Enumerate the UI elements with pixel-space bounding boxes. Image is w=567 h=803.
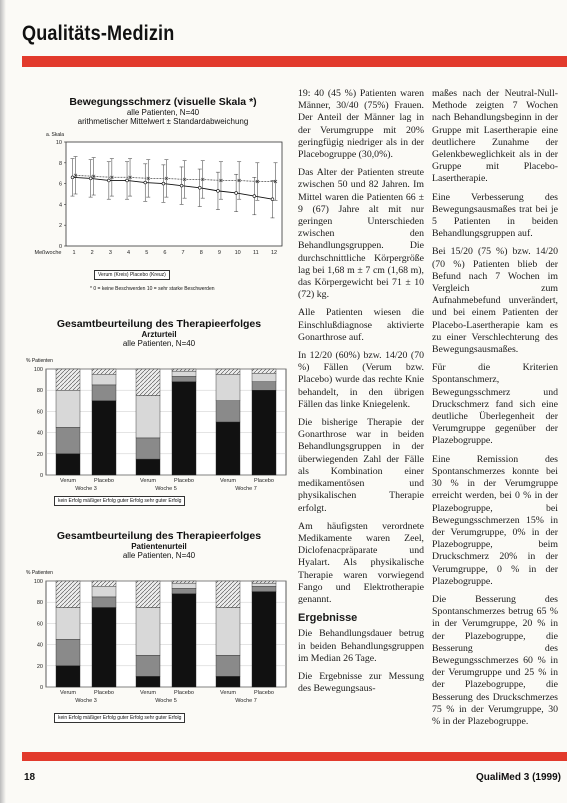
y-tick-label: 100 xyxy=(33,579,43,585)
bar-segment-mäßiger-erfolg xyxy=(172,588,196,593)
text-column-1 xyxy=(298,88,424,750)
page-footer xyxy=(0,772,567,792)
figure3-legend: kein Erfolg mäßiger Erfolg guter Erfolg sehr guter Erfolg xyxy=(54,713,185,723)
y-tick-label: 10 xyxy=(55,140,62,146)
bar-segment-sehr-guter-erfolg xyxy=(252,581,276,583)
bar-segment-kein-erfolg xyxy=(252,592,276,687)
bar-segment-mäßiger-erfolg xyxy=(136,655,160,676)
text-column-2 xyxy=(432,88,558,750)
y-tick-label: 20 xyxy=(36,451,43,458)
col2-paragraph: Eine Remission des Spontanschmerzes konnte bei 30 % in der Verumgruppe erreicht werden, bei 0 % in der Plazebogruppe, bei Bewegungsschmerzen 15% in der Verumgruppe, 0% in der Plazebogruppe, beim Druckschmerz 20% in der Verumgruppe, 0 % in der Plazebogruppe. xyxy=(432,453,558,587)
y-tick-label: 40 xyxy=(36,430,43,437)
bar-segment-kein-erfolg xyxy=(252,390,276,475)
y-tick-label: 0 xyxy=(58,244,62,250)
bar-segment-sehr-guter-erfolg xyxy=(92,581,116,586)
y-tick-label: 80 xyxy=(36,600,43,607)
page-number: 18 xyxy=(24,772,36,783)
figure-patientenurteil xyxy=(24,530,294,730)
data-point xyxy=(198,186,201,189)
y-tick-label: 20 xyxy=(36,663,43,670)
bar-segment-sehr-guter-erfolg xyxy=(136,581,160,608)
group-label: Woche 5 xyxy=(155,698,177,704)
bar-segment-kein-erfolg xyxy=(216,676,240,687)
bar-segment-guter-erfolg xyxy=(92,586,116,597)
bar-segment-kein-erfolg xyxy=(56,454,80,475)
x-tick-label: 12 xyxy=(270,250,278,256)
journal-citation: QualiMed 3 (1999) xyxy=(475,772,561,783)
data-point xyxy=(89,177,92,180)
bar-segment-guter-erfolg xyxy=(252,373,276,381)
bar-segment-guter-erfolg xyxy=(252,583,276,586)
col2-paragraph: Für die Kriterien Spontanschmerz, Bewegungsschmerz und Druckschmerz fand sich eine deutliche Überlegenheit der Verumgruppe gegenüber der Plazebogruppe. xyxy=(432,362,558,447)
bar-segment-sehr-guter-erfolg xyxy=(216,581,240,608)
bar-segment-sehr-guter-erfolg xyxy=(216,369,240,374)
header-red-bar xyxy=(22,56,567,67)
x-tick-label: 10 xyxy=(234,250,241,256)
bar-label: Verum xyxy=(60,690,76,696)
bar-label: Placebo xyxy=(94,478,114,484)
y-tick-label: 2 xyxy=(58,223,62,230)
x-tick-label: 11 xyxy=(252,250,259,256)
x-tick-label: 3 xyxy=(108,250,112,256)
y-tick-label: 100 xyxy=(33,367,43,373)
bar-segment-kein-erfolg xyxy=(136,676,160,687)
group-label: Woche 5 xyxy=(155,486,177,492)
figure3-subtitle2: alle Patienten, N=40 xyxy=(122,551,196,560)
figure2-plot xyxy=(24,363,294,503)
bar-segment-mäßiger-erfolg xyxy=(92,597,116,608)
figure2-title: Gesamtbeurteilung des Therapieerfolges xyxy=(56,318,262,330)
col2-paragraph: Bei 15/20 (75 %) bzw. 14/20 (70 %) Patienten blieb der Befund nach 7 Wochen im Vergleich zum Aufnahmebefund unverändert, und bei einem Patienten der Placebo-Lasertherapie kam es zu einer Verschlechterung des Bewegungsausmaßes. xyxy=(432,246,558,356)
data-point xyxy=(235,192,238,195)
bar-label: Placebo xyxy=(254,478,274,484)
figure1-subtitle2: arithmetischer Mittelwert ± Standardabweichung xyxy=(77,117,249,126)
bar-segment-guter-erfolg xyxy=(136,608,160,656)
x-tick-label: 2 xyxy=(90,250,94,256)
bar-segment-sehr-guter-erfolg xyxy=(56,581,80,608)
bar-segment-mäßiger-erfolg xyxy=(216,401,240,422)
x-tick-label: 1 xyxy=(72,250,76,256)
col1-paragraph: Die bisherige Therapie der Gonarthrose war in beiden Behandlungsgruppen in der überwiegenden Zahl der Fälle als Kombination einer medikamentösen und physikalischen Therapie erfolgt. xyxy=(298,417,424,514)
section-heading-ergebnisse: Ergebnisse xyxy=(298,612,358,625)
figure1-title: Bewegungsschmerz (visuelle Skala *) xyxy=(69,96,257,108)
col2-paragraph: maßes nach der Neutral-Null-Methode zeigten 7 Wochen nach Behandlungsbeginn in der Gruppe mit Lasertherapie eine deutlichere Zunahme der Gelenkbeweglichkeit als in der Gruppe mit Placebo-Lasertherapie. xyxy=(432,88,558,185)
x-axis-label: Meßwoche xyxy=(34,250,62,256)
bar-label: Verum xyxy=(220,690,236,696)
data-point xyxy=(217,189,220,192)
col1-paragraph: Die Ergebnisse zur Messung des Bewegungsaus- xyxy=(298,670,424,695)
col1-paragraph: 19: 40 (45 %) Patienten waren Männer, 30/40 (75%) Frauen. Der Anteil der Männer lag in der Verumgruppe mit 20% geringfügig niedriger als in der Placebogruppe (30,0%). xyxy=(298,88,424,161)
x-tick-label: 6 xyxy=(163,250,167,256)
bar-segment-sehr-guter-erfolg xyxy=(92,369,116,374)
bar-segment-guter-erfolg xyxy=(92,374,116,385)
data-point xyxy=(271,198,274,201)
y-tick-label: 0 xyxy=(39,685,43,691)
figure2-legend: kein Erfolg mäßiger Erfolg guter Erfolg sehr guter Erfolg xyxy=(54,496,185,506)
figure2-subtitle1: Arzturteil xyxy=(141,330,177,339)
figure-arzturteil xyxy=(24,318,294,508)
bar-label: Verum xyxy=(140,690,156,696)
figure3-title: Gesamtbeurteilung des Therapieerfolges xyxy=(56,530,262,542)
data-point xyxy=(162,182,165,185)
figure2-ylabel: % Patienten xyxy=(26,358,53,364)
bar-segment-guter-erfolg xyxy=(56,608,80,640)
col1-paragraph: In 12/20 (60%) bzw. 14/20 (70 %) Fällen (Verum bzw. Placebo) wurde das rechte Knie behandelt, in den übrigen Fällen das linke Kniegelenk. xyxy=(298,350,424,410)
bar-segment-guter-erfolg xyxy=(56,390,80,427)
group-label: Woche 7 xyxy=(235,486,257,492)
bar-segment-mäßiger-erfolg xyxy=(92,385,116,401)
y-tick-label: 60 xyxy=(36,409,43,416)
figure1-ylabel: a. Skala xyxy=(46,132,65,138)
bar-segment-mäßiger-erfolg xyxy=(252,586,276,591)
y-tick-label: 8 xyxy=(58,160,62,167)
figure1-legend: Verum (Kreis) Placebo (Kreuz) xyxy=(94,270,170,280)
bar-segment-kein-erfolg xyxy=(136,459,160,475)
page-header-title: Qualitäts-Medizin xyxy=(22,22,175,45)
y-tick-label: 40 xyxy=(36,642,43,649)
figure3-subtitle1: Patientenurteil xyxy=(131,542,187,551)
x-tick-label: 4 xyxy=(127,250,131,256)
bar-segment-guter-erfolg xyxy=(216,374,240,401)
group-label: Woche 7 xyxy=(235,698,257,704)
y-tick-label: 4 xyxy=(58,202,62,209)
bar-segment-kein-erfolg xyxy=(172,594,196,687)
bar-label: Placebo xyxy=(174,690,194,696)
bar-label: Placebo xyxy=(254,690,274,696)
footer-red-bar xyxy=(22,752,567,761)
y-tick-label: 0 xyxy=(39,473,43,479)
bar-segment-guter-erfolg xyxy=(172,583,196,588)
bar-segment-kein-erfolg xyxy=(92,608,116,688)
bar-label: Verum xyxy=(140,478,156,484)
bar-label: Verum xyxy=(220,478,236,484)
col1-paragraph: Die Behandlungsdauer betrug in beiden Behandlungsgruppen im Median 26 Tage. xyxy=(298,628,424,664)
bar-segment-sehr-guter-erfolg xyxy=(172,369,196,371)
bar-segment-sehr-guter-erfolg xyxy=(252,369,276,373)
bar-segment-sehr-guter-erfolg xyxy=(172,581,196,583)
bar-segment-mäßiger-erfolg xyxy=(216,655,240,676)
bar-segment-mäßiger-erfolg xyxy=(172,376,196,381)
bar-segment-kein-erfolg xyxy=(92,401,116,475)
figure2-subtitle2: alle Patienten, N=40 xyxy=(122,339,196,348)
col2-paragraph: Die Besserung des Spontanschmerzes betrug 65 % in der Verumgruppe, 20 % in der Plazebogruppe, die Besserung des Bewegungsschmerzes 60 % in der Verumgruppe und 25 % in der Plazebogruppe, die Besserung des Druckschmerzes 75 % in der Verumgruppe, 30 % in der Plazebogruppe. xyxy=(432,593,558,727)
bar-label: Placebo xyxy=(94,690,114,696)
x-tick-label: 9 xyxy=(217,250,221,256)
bar-segment-sehr-guter-erfolg xyxy=(56,369,80,390)
y-tick-label: 60 xyxy=(36,621,43,628)
bar-segment-mäßiger-erfolg xyxy=(56,427,80,454)
y-tick-label: 80 xyxy=(36,388,43,395)
bar-segment-mäßiger-erfolg xyxy=(56,639,80,666)
bar-segment-guter-erfolg xyxy=(172,371,196,376)
bar-segment-mäßiger-erfolg xyxy=(252,382,276,390)
data-point xyxy=(126,179,129,182)
y-tick-label: 6 xyxy=(58,181,62,188)
bar-segment-kein-erfolg xyxy=(216,422,240,475)
figure1-subtitle1: alle Patienten, N=40 xyxy=(126,108,200,117)
plot-frame xyxy=(66,142,282,246)
figure3-ylabel: % Patienten xyxy=(26,570,53,576)
bar-segment-mäßiger-erfolg xyxy=(136,438,160,459)
bar-segment-kein-erfolg xyxy=(56,666,80,687)
figure3-plot xyxy=(24,575,294,715)
x-tick-label: 7 xyxy=(181,250,185,256)
col1-paragraph: Am häufigsten verordnete Medikamente waren Zeel, Diclofenacpräparate und Hyalart. Als physikalische Therapie waren vorwiegend Fango und Elektrotherapie genannt. xyxy=(298,520,424,605)
plot-frame xyxy=(46,581,286,687)
group-label: Woche 3 xyxy=(75,698,97,704)
figure-bewegungsschmerz xyxy=(32,96,294,296)
plot-frame xyxy=(46,369,286,475)
data-point xyxy=(107,179,110,182)
bar-label: Verum xyxy=(60,478,76,484)
bar-segment-kein-erfolg xyxy=(172,382,196,475)
x-tick-label: 8 xyxy=(199,250,203,256)
group-label: Woche 3 xyxy=(75,486,97,492)
data-point xyxy=(71,176,74,179)
data-point xyxy=(253,195,256,198)
data-point xyxy=(180,184,183,187)
col1-paragraph: Das Alter der Patienten streute zwischen 50 und 82 Jahren. Im Mittel waren die Patienten 66 ± 9 (67) Jahre alt mit nur geringen Unterschieden zwischen den Behandlungsgruppen. Die durchschnittliche Körpergröße lag bei 1,68 m ± 7 cm (1,68 m), das Körpergewicht bei 71 ± 10 (72) kg. xyxy=(298,167,424,301)
figure1-plot xyxy=(32,136,294,271)
bar-segment-guter-erfolg xyxy=(216,608,240,656)
data-point xyxy=(144,181,147,184)
bar-label: Placebo xyxy=(174,478,194,484)
bar-segment-guter-erfolg xyxy=(136,396,160,438)
col2-paragraph: Eine Verbesserung des Bewegungsausmaßes trat bei je 5 Patienten in beiden Behandlungsgruppen auf. xyxy=(432,191,558,240)
figure1-footnote: * 0 = keine Beschwerden 10 = sehr starke Beschwerden xyxy=(90,286,215,292)
page-shadow xyxy=(0,0,6,803)
bar-segment-sehr-guter-erfolg xyxy=(136,369,160,396)
col1-paragraph: Alle Patienten wiesen die Einschlußdiagnose aktivierte Gonarthrose auf. xyxy=(298,307,424,343)
x-tick-label: 5 xyxy=(145,250,149,256)
